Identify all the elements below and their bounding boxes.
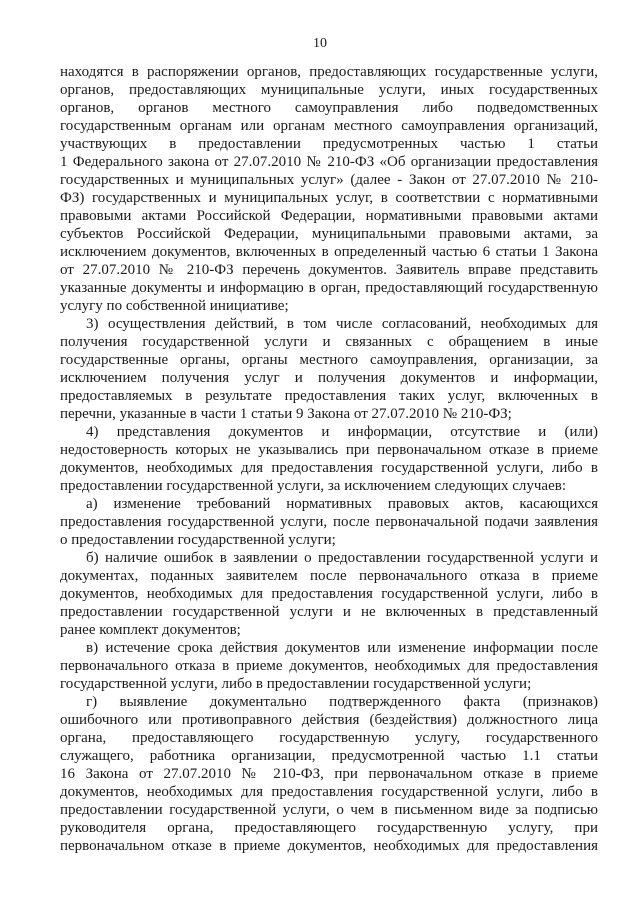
text-line: первоначальном отказе в приеме документов, необходимых для предоставления <box>60 838 598 854</box>
text-line: предоставлении государственной услуги, о чем в письменном виде за подписью <box>60 802 598 818</box>
text-line: 3) осуществления действий, в том числе согласований, необходимых для <box>86 316 598 332</box>
text-line: ФЗ) государственных и муниципальных услуг, в соответствии с нормативными <box>60 190 598 206</box>
text-line: предоставлении государственной услуги и не включенных в представленный <box>60 604 598 620</box>
text-line: перечни, указанные в части 1 статьи 9 Закона от 27.07.2010 № 210-ФЗ; <box>60 406 512 422</box>
text-line: услугу по собственной инициативе; <box>60 298 289 314</box>
text-line: органов, органов местного самоуправления либо подведомственных <box>60 100 598 116</box>
text-line: государственных и муниципальных услуг» (далее - Закон от 27.07.2010 № 210- <box>60 172 598 188</box>
text-line: документов, необходимых для предоставления государственной услуги, либо в <box>60 784 598 800</box>
text-line: органа, предоставляющего государственную услугу, государственного <box>60 730 598 746</box>
text-line: государственной услуги, либо в предоставлении государственной услуги; <box>60 676 532 692</box>
text-line: служащего, работника организации, предусмотренной частью 1.1 статьи <box>60 748 598 764</box>
text-line: ранее комплект документов; <box>60 622 241 638</box>
text-line: в) истечение срока действия документов или изменение информации после <box>86 640 598 656</box>
page-number: 10 <box>313 36 327 51</box>
text-line: от 27.07.2010 № 210-ФЗ перечень документов. Заявитель вправе представить <box>60 262 598 278</box>
text-line: документах, поданных заявителем после первоначального отказа в приеме <box>60 568 598 584</box>
text-line: о предоставлении государственной услуги; <box>60 532 336 548</box>
text-line: получения государственной услуги и связанных с обращением в иные <box>60 334 598 350</box>
text-line: 16 Закона от 27.07.2010 № 210-ФЗ, при первоначальном отказе в приеме <box>60 766 598 782</box>
text-line: указанные документы и информацию в орган, предоставляющий государственную <box>60 280 598 296</box>
text-line: г) выявление документально подтвержденного факта (признаков) <box>86 694 598 710</box>
text-line: правовыми актами Российской Федерации, нормативными правовыми актами <box>60 208 598 224</box>
text-line: предоставляемых в результате предоставления таких услуг, включенных в <box>60 388 598 404</box>
document-body <box>60 63 598 855</box>
text-line: 4) представления документов и информации, отсутствие и (или) <box>86 424 598 440</box>
text-line: документов, необходимых для предоставления государственной услуги, либо в <box>60 460 598 476</box>
text-line: ошибочного или противоправного действия (бездействия) должностного лица <box>60 712 598 728</box>
text-line: а) изменение требований нормативных правовых актов, касающихся <box>86 496 598 512</box>
text-line: государственные органы, органы местного самоуправления, организации, за <box>60 352 598 368</box>
text-line: руководителя органа, предоставляющего государственную услугу, при <box>60 820 598 836</box>
text-line: исключением получения услуг и получения документов и информации, <box>60 370 598 386</box>
text-line: предоставления государственной услуги, после первоначальной подачи заявления <box>60 514 598 530</box>
text-line: недостоверность которых не указывались при первоначальном отказе в приеме <box>60 442 598 458</box>
text-line: первоначального отказа в приеме документов, необходимых для предоставления <box>60 658 598 674</box>
text-line: государственным органам или органам местного самоуправления организаций, <box>60 118 598 134</box>
text-line: органов, предоставляющих муниципальные услуги, иных государственных <box>60 82 598 98</box>
text-line: участвующих в предоставлении предусмотренных частью 1 статьи <box>60 136 598 152</box>
text-line: субъектов Российской Федерации, муниципальными правовыми актами, за <box>60 226 598 242</box>
text-line: предоставлении государственной услуги, за исключением следующих случаев: <box>60 478 566 494</box>
text-line: документов, необходимых для предоставления государственной услуги, либо в <box>60 586 598 602</box>
text-line: 1 Федерального закона от 27.07.2010 № 210-ФЗ «Об организации предоставления <box>60 154 598 170</box>
text-line: исключением документов, включенных в определенный частью 6 статьи 1 Закона <box>60 244 598 260</box>
text-line: б) наличие ошибок в заявлении о предоставлении государственной услуги и <box>86 550 598 566</box>
text-line: находятся в распоряжении органов, предоставляющих государственные услуги, <box>60 64 598 80</box>
